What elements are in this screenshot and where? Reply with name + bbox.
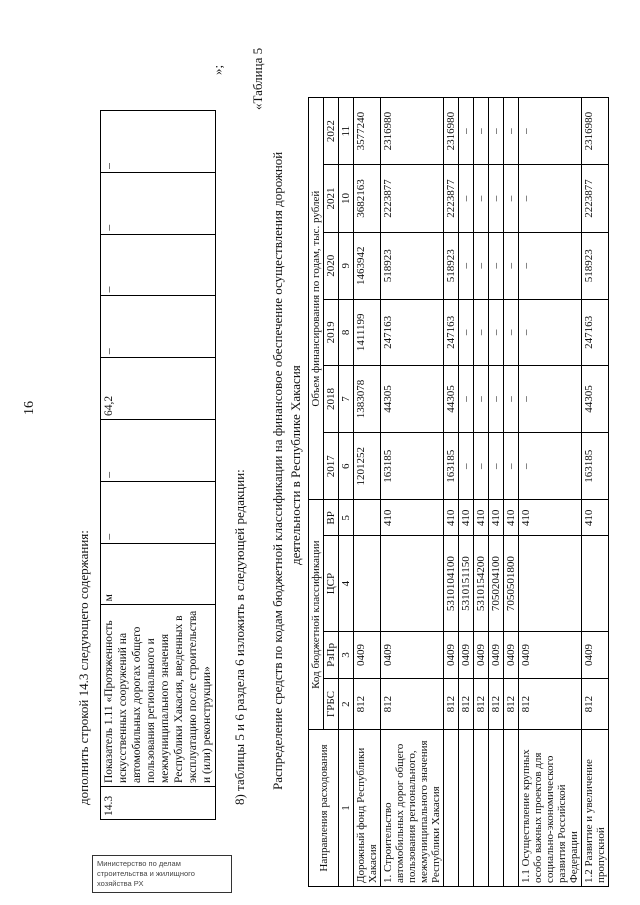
header-grbs: ГРБС bbox=[324, 679, 339, 730]
col-number: 3 bbox=[339, 631, 354, 679]
table-cell bbox=[381, 536, 444, 631]
table-cell: 1411199 bbox=[354, 299, 381, 365]
table-cell: – bbox=[519, 98, 582, 165]
table-cell: 0409 bbox=[444, 631, 459, 679]
table-row bbox=[489, 98, 504, 887]
col-number: 8 bbox=[339, 299, 354, 365]
table-cell: – bbox=[474, 433, 489, 500]
table-cell: 812 bbox=[459, 679, 474, 730]
table-cell: 2223877 bbox=[582, 165, 609, 232]
table-cell: 0409 bbox=[459, 631, 474, 679]
table-cell bbox=[519, 536, 582, 631]
header-2017: 2017 bbox=[324, 433, 339, 500]
table-cell: 410 bbox=[444, 500, 459, 536]
table-title-line2: деятельности в Республике Хакасия bbox=[288, 365, 303, 565]
table-cell: – bbox=[504, 433, 519, 500]
table-cell: 0409 bbox=[582, 631, 609, 679]
table-cell: – bbox=[101, 234, 216, 296]
header-2020: 2020 bbox=[324, 232, 339, 299]
page-number: 16 bbox=[22, 401, 37, 415]
table-cell: 247163 bbox=[381, 299, 444, 365]
table-cell: 3577240 bbox=[354, 98, 381, 165]
table-cell: 410 bbox=[489, 500, 504, 536]
table-cell: 410 bbox=[474, 500, 489, 536]
table-cell: – bbox=[519, 365, 582, 432]
header-direction: Направления расходования bbox=[309, 730, 339, 887]
row-label: 1.1 Осуществление крупных особо важных проектов для социально-экономического развития Российской Федерации bbox=[519, 730, 582, 887]
table-cell: – bbox=[474, 299, 489, 365]
table-cell: – bbox=[459, 232, 474, 299]
table-cell: 812 bbox=[519, 679, 582, 730]
table-cell: 2316980 bbox=[582, 98, 609, 165]
table-cell: 518923 bbox=[444, 232, 459, 299]
table-row bbox=[582, 98, 609, 887]
table-cell: – bbox=[519, 433, 582, 500]
table-cell: – bbox=[101, 111, 216, 173]
col-number: 11 bbox=[339, 98, 354, 165]
header-codes: Код бюджетной классификации bbox=[309, 500, 324, 730]
header-vr: ВР bbox=[324, 500, 339, 536]
table-cell: 2223877 bbox=[444, 165, 459, 232]
table-cell: 247163 bbox=[582, 299, 609, 365]
table-cell: – bbox=[519, 299, 582, 365]
table-cell: 0409 bbox=[504, 631, 519, 679]
table-cell: – bbox=[459, 299, 474, 365]
table-header-row bbox=[309, 98, 324, 887]
row-label bbox=[444, 730, 459, 887]
table-cell: 0409 bbox=[381, 631, 444, 679]
header-volume: Объем финансирования по годам, тыс. рублей bbox=[309, 98, 324, 500]
table-numbering-row bbox=[339, 98, 354, 887]
table-cell: 163185 bbox=[582, 433, 609, 500]
stamp-line: хозяйства РХ bbox=[97, 879, 144, 888]
table-cell: 812 bbox=[504, 679, 519, 730]
table-cell: 44305 bbox=[381, 365, 444, 432]
table-cell: 812 bbox=[582, 679, 609, 730]
table-cell: – bbox=[504, 365, 519, 432]
intro-text: дополнить строкой 14.3 следующего содержания: bbox=[76, 530, 91, 805]
table-cell: – bbox=[489, 165, 504, 232]
section-text: 8) таблицы 5 и 6 раздела 6 изложить в следующей редакции: bbox=[232, 469, 247, 805]
table-row bbox=[519, 98, 582, 887]
table-cell: – bbox=[101, 296, 216, 358]
table-row bbox=[101, 111, 216, 820]
table-cell: 44305 bbox=[582, 365, 609, 432]
table-cell: – bbox=[101, 172, 216, 234]
table-row bbox=[459, 98, 474, 887]
table-cell: 14.3 bbox=[101, 787, 216, 820]
closing-mark: »; bbox=[210, 64, 225, 75]
table-cell: 1383078 bbox=[354, 365, 381, 432]
table-cell: 2316980 bbox=[444, 98, 459, 165]
table-cell: 518923 bbox=[381, 232, 444, 299]
header-2019: 2019 bbox=[324, 299, 339, 365]
stamp-line: Министерство по делам bbox=[97, 859, 181, 868]
table-cell: 1201252 bbox=[354, 433, 381, 500]
table-cell: 3682163 bbox=[354, 165, 381, 232]
col-number: 4 bbox=[339, 536, 354, 631]
table-cell: 410 bbox=[582, 500, 609, 536]
table-cell: 7050501800 bbox=[504, 536, 519, 631]
financing-table-body bbox=[354, 98, 609, 887]
table-cell: 1463942 bbox=[354, 232, 381, 299]
table-cell bbox=[354, 536, 381, 631]
table-cell: 64,2 bbox=[101, 358, 216, 420]
table-cell: 2223877 bbox=[381, 165, 444, 232]
table-cell: 518923 bbox=[582, 232, 609, 299]
col-number: 6 bbox=[339, 433, 354, 500]
table-cell: – bbox=[504, 299, 519, 365]
table-cell: – bbox=[489, 232, 504, 299]
table-cell: – bbox=[504, 165, 519, 232]
table-cell: 5310104100 bbox=[444, 536, 459, 631]
col-number: 9 bbox=[339, 232, 354, 299]
table-cell: – bbox=[489, 433, 504, 500]
stamp-line: строительства и жилищного bbox=[97, 869, 195, 878]
table-reference: «Таблица 5 bbox=[250, 47, 265, 110]
table-cell: – bbox=[489, 299, 504, 365]
table-cell: 410 bbox=[519, 500, 582, 536]
header-rzpr: РзПр bbox=[324, 631, 339, 679]
table-title-line1: Распределение средств по кодам бюджетной классификации на финансовое обеспечение осуществления дорожной bbox=[270, 151, 285, 790]
header-2018: 2018 bbox=[324, 365, 339, 432]
table-cell: 163185 bbox=[444, 433, 459, 500]
row-label bbox=[504, 730, 519, 887]
table-cell: 812 bbox=[444, 679, 459, 730]
table-cell: – bbox=[504, 232, 519, 299]
table-cell: 812 bbox=[381, 679, 444, 730]
table-row bbox=[474, 98, 489, 887]
col-number: 1 bbox=[339, 730, 354, 887]
row-label bbox=[489, 730, 504, 887]
table-cell: – bbox=[101, 481, 216, 543]
row-label bbox=[459, 730, 474, 887]
table-row bbox=[444, 98, 459, 887]
table-cell: 812 bbox=[474, 679, 489, 730]
approval-stamp bbox=[92, 855, 232, 893]
table-cell: – bbox=[459, 165, 474, 232]
col-number: 7 bbox=[339, 365, 354, 432]
table-row bbox=[381, 98, 444, 887]
table-row bbox=[354, 98, 381, 887]
row-label: 1.2 Развитие и увеличение пропускной bbox=[582, 730, 609, 887]
table-cell: 5310154200 bbox=[474, 536, 489, 631]
header-2021: 2021 bbox=[324, 165, 339, 232]
table-cell: – bbox=[519, 232, 582, 299]
table-cell: 7050204100 bbox=[489, 536, 504, 631]
table-cell: 812 bbox=[489, 679, 504, 730]
table-cell: – bbox=[459, 98, 474, 165]
table-cell: 247163 bbox=[444, 299, 459, 365]
row-label bbox=[474, 730, 489, 887]
header-2022: 2022 bbox=[324, 98, 339, 165]
table-cell: – bbox=[474, 365, 489, 432]
table-cell: 0409 bbox=[519, 631, 582, 679]
indicator-table bbox=[100, 110, 216, 820]
row-label: Дорожный фонд Республики Хакасия bbox=[354, 730, 381, 887]
table-cell: – bbox=[101, 420, 216, 482]
row-label: 1. Строительство автомобильных дорог общего пользования регионального, межмуниципального значения Республики Хакасия bbox=[381, 730, 444, 887]
table-cell: 410 bbox=[459, 500, 474, 536]
table-cell: 410 bbox=[381, 500, 444, 536]
table-cell: 410 bbox=[504, 500, 519, 536]
table-cell: 0409 bbox=[474, 631, 489, 679]
table-cell: – bbox=[474, 165, 489, 232]
table-cell: – bbox=[519, 165, 582, 232]
table-cell bbox=[354, 500, 381, 536]
table-cell: 5310151150 bbox=[459, 536, 474, 631]
table-cell: – bbox=[459, 433, 474, 500]
table-cell: – bbox=[474, 98, 489, 165]
table-cell: м bbox=[101, 543, 216, 605]
table-cell: 163185 bbox=[381, 433, 444, 500]
table-cell: Показатель 1.11 «Протяженность искусственных сооружений на автомобильных дорогах общего пользования регионального и межмуниципального значения Республики Хакасия, введенных в эксплуатацию после строительства и (или) реконструкции» bbox=[101, 605, 216, 787]
table-cell: – bbox=[504, 98, 519, 165]
table-cell: – bbox=[474, 232, 489, 299]
table-cell: 2316980 bbox=[381, 98, 444, 165]
col-number: 2 bbox=[339, 679, 354, 730]
table-row bbox=[504, 98, 519, 887]
table-cell: – bbox=[489, 365, 504, 432]
col-number: 5 bbox=[339, 500, 354, 536]
table-cell bbox=[582, 536, 609, 631]
table-cell: – bbox=[459, 365, 474, 432]
header-csr: ЦСР bbox=[324, 536, 339, 631]
table-cell: – bbox=[489, 98, 504, 165]
table-cell: 812 bbox=[354, 679, 381, 730]
table-cell: 0409 bbox=[354, 631, 381, 679]
table-cell: 0409 bbox=[489, 631, 504, 679]
col-number: 10 bbox=[339, 165, 354, 232]
table-cell: 44305 bbox=[444, 365, 459, 432]
financing-table bbox=[308, 97, 609, 887]
